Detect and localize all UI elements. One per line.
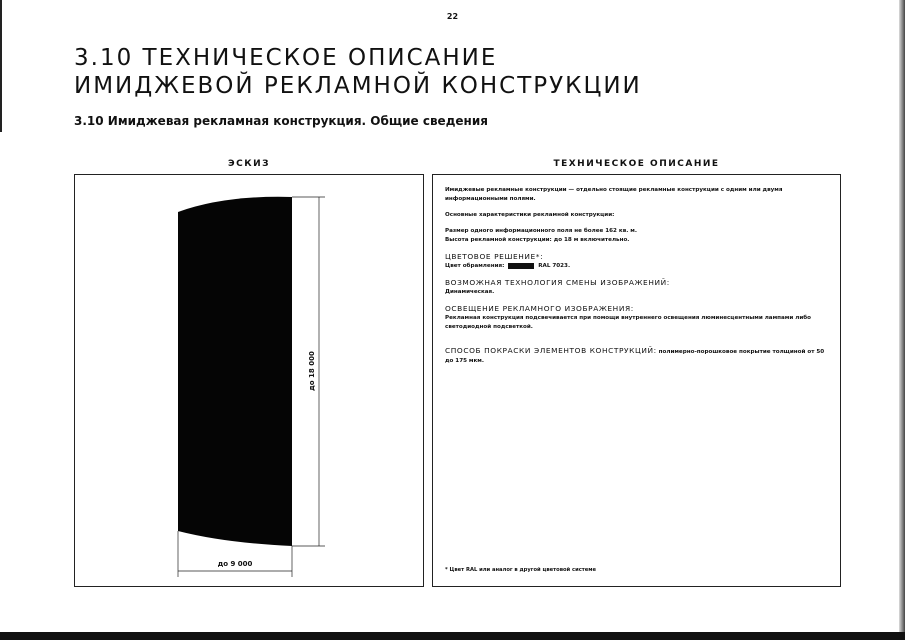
characteristics-title: Основные характеристики рекламной конструкции: bbox=[445, 212, 615, 218]
section-subtitle: 3.10 Имиджевая рекламная конструкция. Общие сведения bbox=[74, 114, 488, 128]
light-heading: ОСВЕЩЕНИЕ РЕКЛАМНОГО ИЗОБРАЖЕНИЯ: bbox=[445, 304, 634, 313]
paint-heading: СПОСОБ ПОКРАСКИ ЭЛЕМЕНТОВ КОНСТРУКЦИЙ: bbox=[445, 346, 657, 355]
tech-value: Динамическая. bbox=[445, 289, 495, 295]
frame-color-swatch bbox=[508, 263, 534, 269]
page-edge-shadow bbox=[899, 0, 905, 640]
tech-heading: ВОЗМОЖНАЯ ТЕХНОЛОГИЯ СМЕНЫ ИЗОБРАЖЕНИЙ: bbox=[445, 278, 670, 287]
height-text: Высота рекламной конструкции: до 18 м включительно. bbox=[445, 237, 630, 243]
light-block bbox=[445, 304, 828, 332]
title-line-2: ИМИДЖЕВОЙ РЕКЛАМНОЙ КОНСТРУКЦИИ bbox=[74, 73, 642, 99]
footnote: * Цвет RAL или аналог в другой цветовой системе bbox=[445, 567, 597, 573]
page-number: 22 bbox=[446, 12, 459, 21]
characteristics-block bbox=[445, 227, 828, 245]
sketch-header: ЭСКИЗ bbox=[228, 159, 270, 169]
page-title bbox=[74, 44, 642, 100]
paint-block bbox=[445, 346, 828, 366]
width-dimension-label: до 9 000 bbox=[217, 560, 253, 568]
height-dimension-label: до 18 000 bbox=[308, 351, 316, 391]
intro-text: Имиджевые рекламные конструкции — отдельно стоящие рекламные конструкции с одним или двумя информационными полями. bbox=[445, 187, 783, 202]
paint-value: полимерно-порошковое покрытие толщиной от 50 до 175 мкм. bbox=[445, 349, 825, 364]
sketch-panel bbox=[74, 174, 424, 587]
frame-color-value: RAL 7023. bbox=[538, 263, 571, 269]
size-text: Размер одного информационного поля не более 162 кв. м. bbox=[445, 228, 638, 234]
bottom-edge-band bbox=[0, 632, 905, 640]
title-line-1: 3.10 ТЕХНИЧЕСКОЕ ОПИСАНИЕ bbox=[74, 45, 498, 71]
description-header: ТЕХНИЧЕСКОЕ ОПИСАНИЕ bbox=[553, 159, 720, 169]
color-heading: ЦВЕТОВОЕ РЕШЕНИЕ*: bbox=[445, 252, 544, 261]
construction-drawing bbox=[75, 175, 423, 586]
color-block bbox=[445, 252, 828, 271]
construction-silhouette bbox=[178, 197, 292, 546]
light-value: Рекламная конструкция подсвечивается при помощи внутреннего освещения люминесцентными лампами либо светодиодной подсветкой. bbox=[445, 315, 811, 330]
frame-color-label: Цвет обрамления: bbox=[445, 263, 505, 269]
tech-block bbox=[445, 278, 828, 297]
description-panel bbox=[432, 174, 841, 587]
